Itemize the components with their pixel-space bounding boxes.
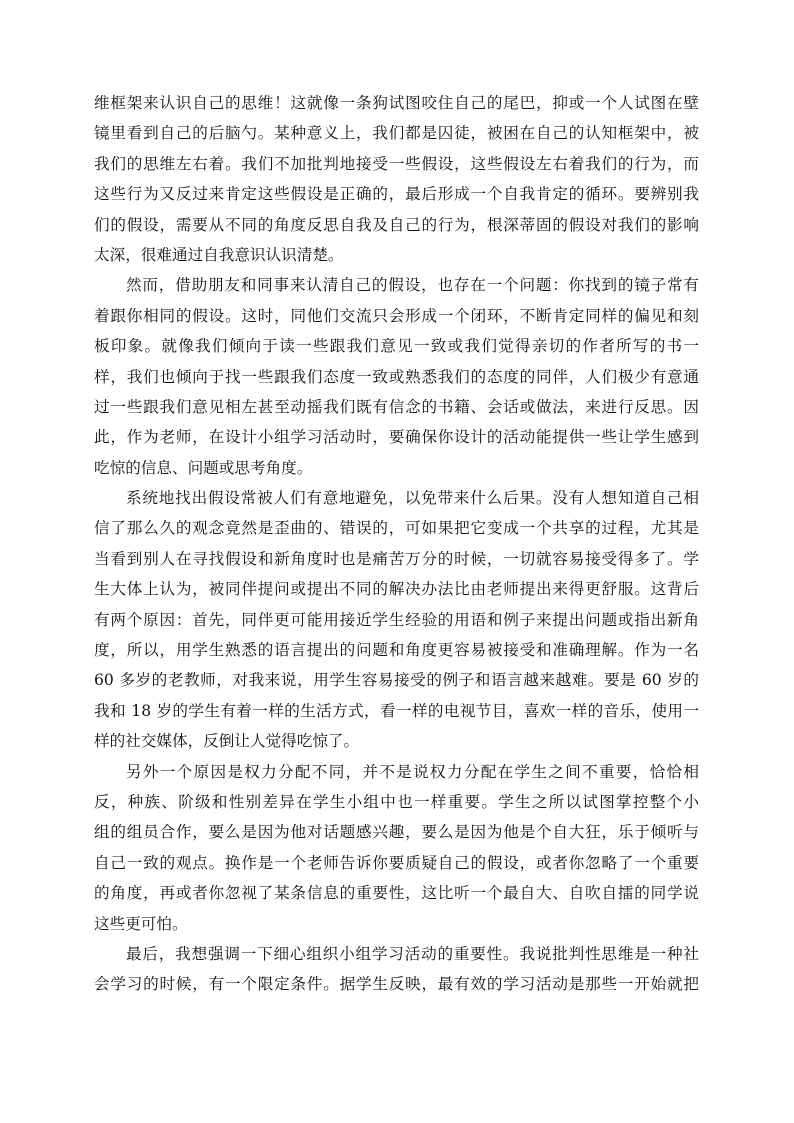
text-line: 太深，很难通过自我意识认识清楚。 xyxy=(94,245,344,264)
text-line: 60 多岁的老教师，对我来说，用学生容易接受的例子和语言越来越难。要是 60 岁的 xyxy=(94,671,699,690)
text-line: 吃惊的信息、问题或思考角度。 xyxy=(94,458,313,477)
text-line: 生大体上认为，被同伴提问或提出不同的解决办法比由老师提出来得更舒服。这背后 xyxy=(94,580,699,599)
text-line: 这些行为又反过来肯定这些假设是正确的，最后形成一个自我肯定的循环。要辨别我 xyxy=(94,185,699,204)
text-line: 系统地找出假设常被人们有意地避免，以免带来什么后果。没有人想知道自己相 xyxy=(126,489,699,508)
text-line: 过一些跟我们意见相左甚至动摇我们既有信念的书籍、会话或做法，来进行反思。因 xyxy=(94,397,699,416)
paragraph xyxy=(94,88,699,270)
text-line: 板印象。就像我们倾向于读一些跟我们意见一致或我们觉得亲切的作者所写的书一 xyxy=(94,337,699,356)
text-line: 镜里看到自己的后脑勺。某种意义上，我们都是囚徒，被困在自己的认知框架中，被 xyxy=(94,124,699,143)
text-line: 另外一个原因是权力分配不同，并不是说权力分配在学生之间不重要，恰恰相 xyxy=(126,762,699,781)
text-line: 反，种族、阶级和性别差异在学生小组中也一样重要。学生之所以试图掌控整个小 xyxy=(94,792,699,811)
text-line: 这些更可怕。 xyxy=(94,914,188,933)
paragraph xyxy=(94,483,699,757)
text-line: 会学习的时候，有一个限定条件。据学生反映，最有效的学习活动是那些一开始就把 xyxy=(94,975,699,994)
text-line: 最后，我想强调一下细心组织小组学习活动的重要性。我说批判性思维是一种社 xyxy=(126,944,699,963)
text-line: 然而，借助朋友和同事来认清自己的假设，也存在一个问题：你找到的镜子常有 xyxy=(126,276,699,295)
text-line: 信了那么久的观念竟然是歪曲的、错误的，可如果把它变成一个共享的过程，尤其是 xyxy=(94,519,699,538)
text-line: 维框架来认识自己的思维！这就像一条狗试图咬住自己的尾巴，抑或一个人试图在壁 xyxy=(94,94,699,112)
text-line: 我们的思维左右着。我们不加批判地接受一些假设，这些假设左右着我们的行为，而 xyxy=(94,154,699,173)
text-line: 们的假设，需要从不同的角度反思自我及自己的行为，根深蒂固的假设对我们的影响 xyxy=(94,215,699,234)
text-line: 我和 18 岁的学生有着一样的生活方式，看一样的电视节目，喜欢一样的音乐，使用一 xyxy=(94,701,699,720)
document-page xyxy=(94,88,699,1000)
text-line: 的角度，再或者你忽视了某条信息的重要性，这比听一个最自大、自吹自擂的同学说 xyxy=(94,884,699,903)
text-line: 着跟你相同的假设。这时，同他们交流只会形成一个闭环，不断肯定同样的偏见和刻 xyxy=(94,306,699,325)
paragraph xyxy=(94,757,699,939)
text-line: 样的社交媒体，反倒让人觉得吃惊了。 xyxy=(94,732,360,751)
text-line: 组的组员合作，要么是因为他对话题感兴趣，要么是因为他是个自大狂，乐于倾听与 xyxy=(94,823,699,842)
text-line: 有两个原因：首先，同伴更可能用接近学生经验的用语和例子来提出问题或指出新角 xyxy=(94,610,699,629)
text-line: 此，作为老师，在设计小组学习活动时，要确保你设计的活动能提供一些让学生感到 xyxy=(94,428,699,447)
paragraph xyxy=(94,270,699,483)
text-line: 当看到别人在寻找假设和新角度时也是痛苦万分的时候，一切就容易接受得多了。学 xyxy=(94,549,699,568)
text-line: 样，我们也倾向于找一些跟我们态度一致或熟悉我们的态度的同伴，人们极少有意通 xyxy=(94,367,699,386)
text-line: 度，所以，用学生熟悉的语言提出的问题和角度更容易被接受和准确理解。作为一名 xyxy=(94,641,699,660)
paragraph xyxy=(94,939,699,1000)
text-line: 自己一致的观点。换作是一个老师告诉你要质疑自己的假设，或者你忽略了一个重要 xyxy=(94,853,699,872)
